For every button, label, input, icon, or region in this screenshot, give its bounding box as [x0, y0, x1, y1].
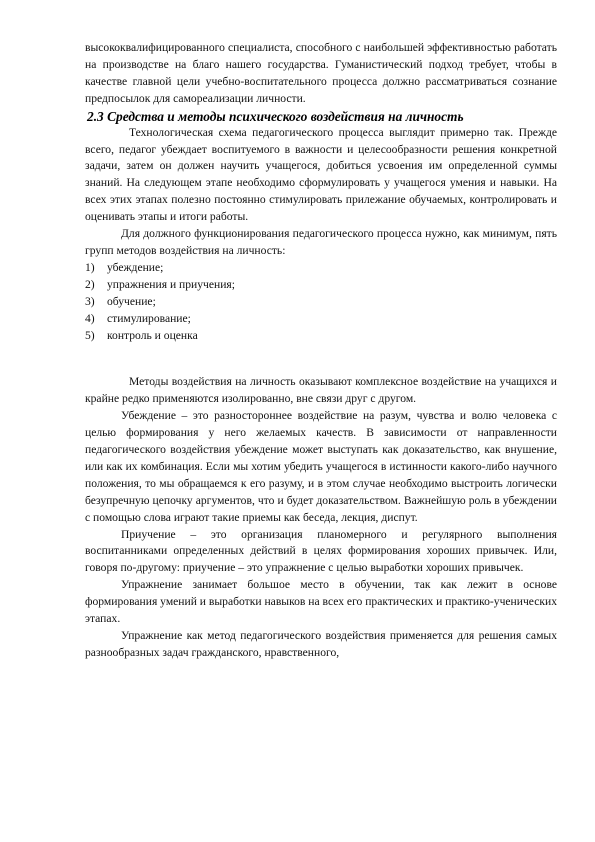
list-item-number: 4) — [85, 311, 95, 325]
list-item-text: стимулирование; — [107, 311, 191, 325]
paragraph-habituation: Приучение – это организация планомерного и регулярного выполнения воспитанниками определенных действий в целях формирования хороших привычек. Или, говоря по-другому: приучение – это упражнение с целью выработки хороших привычек. — [85, 527, 557, 575]
spacer — [85, 344, 557, 374]
paragraph-complex-impact: Методы воздействия на личность оказывают комплексное воздействие на учащихся и крайне редко применяются изолированно, вне связи друг с другом. — [85, 375, 557, 406]
list-item-number: 2) — [85, 277, 95, 291]
list-item — [85, 277, 557, 294]
list-item-number: 3) — [85, 294, 95, 308]
list-item-number: 1) — [85, 260, 95, 274]
list-item-number: 5) — [85, 328, 95, 342]
intro-paragraph: высококвалифицированного специалиста, способного с наибольшей эффективностью работать на производстве на благо нашего государства. Гуманистический подход требует, чтобы в качестве главной цели учебно-воспитательного процесса должно рассматриваться сознание предпосылок для самореализации личности. — [85, 41, 557, 105]
paragraph-process-scheme: Технологическая схема педагогического процесса выглядит примерно так. Прежде всего, педагог убеждает воспитуемого в важности и целесообразности решения конкретной задачи, затем он должен научить учащегося, добиться усвоения им определенной суммы знаний. На следующем этапе необходимо сформулировать у учащегося умения и навыки. На всех этих этапах полезно постоянно стимулировать прилежание обучаемых, контролировать и оценивать этапы и итоги работы. — [85, 125, 557, 224]
list-item-text: упражнения и приучения; — [107, 277, 235, 291]
methods-list — [85, 260, 557, 345]
list-item — [85, 260, 557, 277]
list-item-text: обучение; — [107, 294, 156, 308]
paragraph-exercise: Упражнение занимает большое место в обучении, так как лежит в основе формирования умений и выработки навыков на всех его практических и практико-ученических этапах. — [85, 578, 558, 626]
paragraph-persuasion: Убеждение – это разностороннее воздействие на разум, чувства и волю человека с целью формирования у него желаемых качеств. В зависимости от направленности педагогического воздействия убеждение может выступать как доказательство, как внушение, или как их комбинация. Если мы хотим убедить учащегося в истинности какого-либо научного положения, то мы обращаемся к его разуму, и в этом случае необходимо выстроить логически безупречную цепочку аргументов, что и будет доказательством. Важнейшую роль в убеждении с помощью слова играют такие приемы как беседа, лекция, диспут. — [85, 409, 557, 524]
paragraph-method-groups: Для должного функционирования педагогического процесса нужно, как минимум, пять групп методов воздействия на личность: — [85, 227, 557, 257]
paragraph-exercise-method: Упражнение как метод педагогического воздействия применяется для решения самых разнообразных задач гражданского, нравственного, — [85, 629, 557, 659]
list-item — [85, 311, 557, 328]
list-item — [85, 294, 557, 311]
section-heading: 2.3 Средства и методы психического воздействия на личность — [87, 108, 464, 124]
list-item-text: убеждение; — [107, 260, 164, 274]
list-item-text: контроль и оценка — [107, 328, 198, 342]
document-page — [85, 40, 557, 662]
list-item — [85, 328, 557, 345]
